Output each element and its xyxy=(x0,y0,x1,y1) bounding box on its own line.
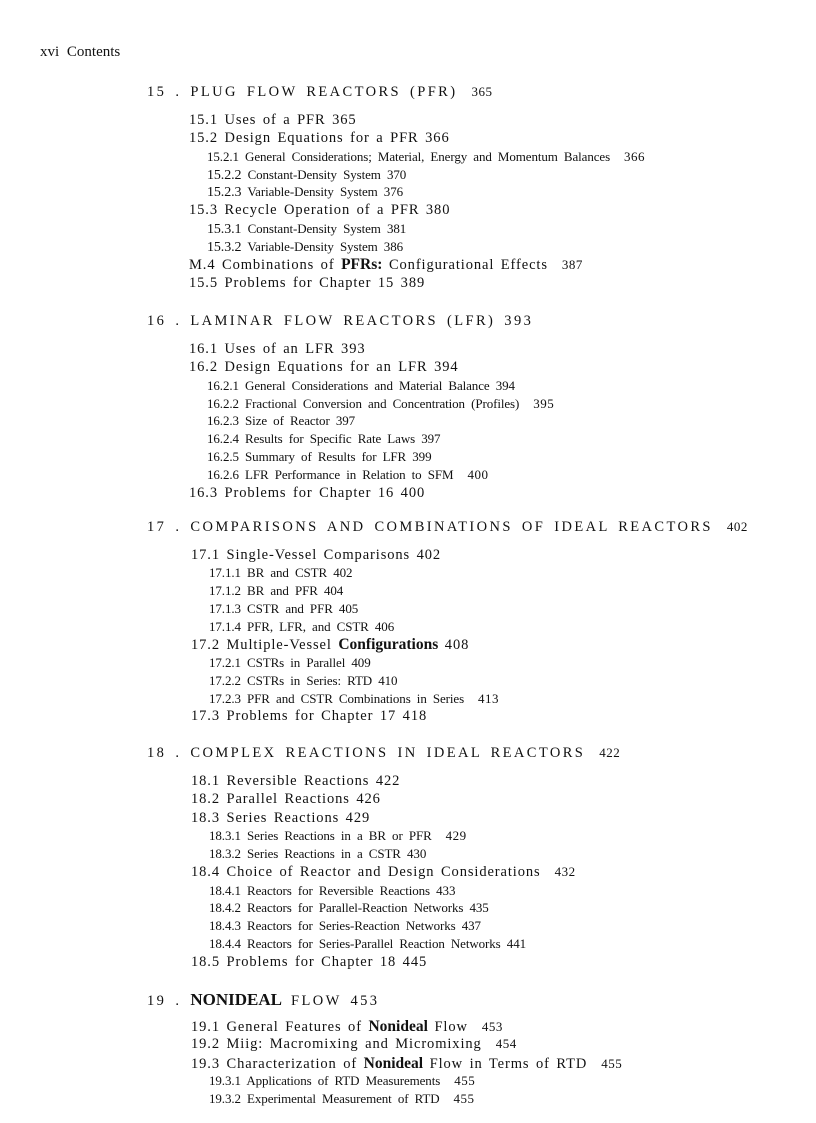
entry-page: 453 xyxy=(481,1018,503,1034)
entry-label: 18.4.2 Reactors for Parallel-Reaction Networks 435 xyxy=(209,900,489,916)
toc-section[interactable] xyxy=(191,773,400,790)
subsection-number: 15.3.2 xyxy=(207,239,242,255)
chapter-heading[interactable] xyxy=(147,990,379,1010)
toc-section[interactable] xyxy=(189,485,425,502)
toc-section[interactable] xyxy=(191,1055,622,1073)
toc-subsection[interactable] xyxy=(209,936,526,952)
toc-section[interactable] xyxy=(191,791,381,808)
entry-label-post: Flow in Terms of RTD xyxy=(429,1055,588,1072)
entry-label-post: Configurational Effects xyxy=(388,257,548,274)
toc-subsection[interactable] xyxy=(207,431,440,447)
toc-subsection[interactable] xyxy=(209,918,481,934)
entry-label: 18.4.3 Reactors for Series-Reaction Networks 437 xyxy=(209,918,481,934)
toc-section[interactable] xyxy=(191,708,427,725)
toc-section[interactable] xyxy=(189,112,357,129)
chapter-number: 17 . xyxy=(147,519,182,535)
entry-page: 400 xyxy=(467,466,489,482)
entry-page: 413 xyxy=(478,690,500,706)
entry-label-strong: Configurations xyxy=(338,636,439,654)
chapter-page: 402 xyxy=(726,519,748,534)
entry-page: 395 xyxy=(533,395,555,411)
entry-label-pre: M.4 Combinations of xyxy=(189,257,335,274)
chapter-page: 422 xyxy=(599,745,621,760)
chapter-title: LAMINAR FLOW REACTORS (LFR) 393 xyxy=(190,313,534,329)
chapter-title: PLUG FLOW REACTORS (PFR) xyxy=(190,84,458,100)
toc-subsection[interactable] xyxy=(209,828,467,844)
entry-label-pre: 17.2 Multiple-Vessel xyxy=(191,637,332,654)
chapter-title: COMPLEX REACTIONS IN IDEAL REACTORS xyxy=(190,745,586,761)
toc-section[interactable] xyxy=(191,810,370,827)
toc-subsection[interactable] xyxy=(209,673,397,689)
entry-page: 455 xyxy=(601,1055,623,1071)
entry-label: 16.2.2 Fractional Conversion and Concentration (Profiles) xyxy=(207,395,520,411)
entry-label: 17.1.1 BR and CSTR 402 xyxy=(209,565,353,581)
toc-section[interactable] xyxy=(191,864,576,881)
chapter-heading[interactable] xyxy=(147,745,620,762)
chapter-heading[interactable] xyxy=(147,313,533,330)
toc-section[interactable] xyxy=(189,359,459,376)
entry-label: 17.2.2 CSTRs in Series: RTD 410 xyxy=(209,672,398,688)
entry-label: 17.1.4 PFR, LFR, and CSTR 406 xyxy=(209,618,395,634)
toc-subsection[interactable] xyxy=(207,239,403,256)
toc-subsection[interactable] xyxy=(207,449,431,465)
toc-section[interactable] xyxy=(191,1018,503,1036)
entry-label: 17.3 Problems for Chapter 17 418 xyxy=(191,708,428,725)
entry-page: 387 xyxy=(561,257,583,273)
entry-label: 15.5 Problems for Chapter 15 389 xyxy=(189,274,426,291)
entry-label: 18.3.2 Series Reactions in a CSTR 430 xyxy=(209,846,427,862)
entry-label-post: 408 xyxy=(444,637,470,654)
entry-label: 15.1 Uses of a PFR 365 xyxy=(189,111,357,128)
running-header xyxy=(40,44,120,61)
entry-label: 16.3 Problems for Chapter 16 400 xyxy=(189,484,426,501)
entry-label: 18.3.1 Series Reactions in a BR or PFR xyxy=(209,828,432,844)
entry-label: 15.3 Recycle Operation of a PFR 380 xyxy=(189,202,451,219)
entry-label: 17.2.3 PFR and CSTR Combinations in Series xyxy=(209,690,465,706)
subsection-number: 15.2.2 xyxy=(207,167,242,183)
toc-section[interactable] xyxy=(191,547,441,564)
toc-subsection[interactable] xyxy=(209,1091,475,1107)
entry-label: 16.2.4 Results for Specific Rate Laws 397 xyxy=(207,431,441,447)
entry-label: 17.2.1 CSTRs in Parallel 409 xyxy=(209,654,371,670)
page-number: xvi xyxy=(40,44,60,60)
toc-section[interactable] xyxy=(191,954,427,971)
entry-label: 18.5 Problems for Chapter 18 445 xyxy=(191,953,428,970)
entry-label: 16.2.3 Size of Reactor 397 xyxy=(207,413,356,429)
entry-page: 429 xyxy=(445,828,467,844)
entry-label: 17.1.2 BR and PFR 404 xyxy=(209,582,344,598)
chapter-number: 15 . xyxy=(147,84,182,100)
entry-label: 16.2.5 Summary of Results for LFR 399 xyxy=(207,448,432,464)
entry-label: Variable-Density System 386 xyxy=(247,238,403,254)
entry-label: 18.3 Series Reactions 429 xyxy=(191,809,371,826)
toc-subsection[interactable] xyxy=(207,184,403,201)
toc-subsection[interactable] xyxy=(209,655,371,671)
toc-section[interactable] xyxy=(189,130,450,147)
chapter-heading[interactable] xyxy=(147,519,748,536)
toc-section[interactable] xyxy=(189,256,583,274)
entry-label: 17.1 Single-Vessel Comparisons 402 xyxy=(191,546,442,563)
toc-subsection[interactable] xyxy=(207,149,645,165)
entry-label-pre: 19.1 General Features of xyxy=(191,1018,362,1035)
entry-label-strong: PFRs: xyxy=(341,256,383,274)
toc-subsection[interactable] xyxy=(207,167,406,184)
entry-label-post: Flow xyxy=(434,1018,468,1035)
chapter-page: 365 xyxy=(471,84,493,99)
entry-label: 15.2.1 General Considerations; Material, Energy and Momentum Balances xyxy=(207,148,611,164)
entry-label: 16.2.1 General Considerations and Material Balance 394 xyxy=(207,377,515,393)
toc-section[interactable] xyxy=(189,341,366,358)
toc-subsection[interactable] xyxy=(209,601,358,617)
entry-label-pre: 19.3 Characterization of xyxy=(191,1055,358,1072)
chapter-title: COMPARISONS AND COMBINATIONS OF IDEAL REACTORS xyxy=(190,519,713,535)
toc-subsection[interactable] xyxy=(207,467,488,483)
entry-page: 454 xyxy=(495,1036,517,1052)
chapter-title-strong: NONIDEAL xyxy=(190,990,283,1009)
entry-label: 16.2 Design Equations for an LFR 394 xyxy=(189,359,459,376)
entry-label: 18.4 Choice of Reactor and Design Considerations xyxy=(191,863,541,880)
chapter-number: 18 . xyxy=(147,745,182,761)
entry-page: 432 xyxy=(554,863,576,879)
entry-label: Constant-Density System 370 xyxy=(247,166,407,182)
toc-subsection[interactable] xyxy=(207,221,406,238)
toc-subsection[interactable] xyxy=(209,900,489,916)
entry-label: 16.2.6 LFR Performance in Relation to SFM xyxy=(207,466,454,482)
chapter-title: FLOW 453 xyxy=(291,993,380,1009)
entry-label: 18.4.1 Reactors for Reversible Reactions 433 xyxy=(209,882,456,898)
entry-label: 17.1.3 CSTR and PFR 405 xyxy=(209,600,359,616)
entry-page: 455 xyxy=(453,1091,475,1107)
toc-subsection[interactable] xyxy=(209,1073,475,1089)
header-title: Contents xyxy=(66,44,121,60)
toc-section[interactable] xyxy=(191,1036,517,1053)
entry-label: 18.4.4 Reactors for Series-Parallel Reaction Networks 441 xyxy=(209,935,526,951)
entry-label: 19.2 Miig: Macromixing and Micromixing xyxy=(191,1036,482,1053)
entry-label-strong: Nonideal xyxy=(368,1017,428,1035)
chapter-number: 19 . xyxy=(147,993,182,1009)
entry-label: 16.1 Uses of an LFR 393 xyxy=(189,340,366,357)
entry-page: 366 xyxy=(624,148,646,164)
entry-label-strong: Nonideal xyxy=(363,1054,424,1072)
entry-label: 18.1 Reversible Reactions 422 xyxy=(191,772,401,789)
subsection-number: 15.3.1 xyxy=(207,221,242,237)
entry-label: 15.2 Design Equations for a PFR 366 xyxy=(189,130,450,147)
toc-section[interactable] xyxy=(189,202,450,219)
toc-subsection[interactable] xyxy=(207,378,515,394)
toc-subsection[interactable] xyxy=(209,691,499,707)
entry-label: 18.2 Parallel Reactions 426 xyxy=(191,791,381,808)
entry-label: 19.3.2 Experimental Measurement of RTD xyxy=(209,1091,440,1107)
entry-label: Variable-Density System 376 xyxy=(247,184,403,200)
toc-subsection[interactable] xyxy=(209,565,352,581)
toc-subsection[interactable] xyxy=(207,396,554,412)
subsection-number: 15.2.3 xyxy=(207,185,242,201)
toc-subsection[interactable] xyxy=(209,619,394,635)
toc-subsection[interactable] xyxy=(209,883,455,899)
entry-page: 455 xyxy=(454,1073,476,1089)
chapter-heading[interactable] xyxy=(147,84,492,101)
toc-subsection[interactable] xyxy=(207,413,355,429)
entry-label: 19.3.1 Applications of RTD Measurements xyxy=(209,1073,441,1089)
entry-label: Constant-Density System 381 xyxy=(247,220,407,236)
chapter-number: 16 . xyxy=(147,313,182,329)
toc-section[interactable] xyxy=(189,275,425,292)
toc-subsection[interactable] xyxy=(209,583,343,599)
toc-subsection[interactable] xyxy=(209,846,426,862)
toc-section[interactable] xyxy=(191,636,469,654)
